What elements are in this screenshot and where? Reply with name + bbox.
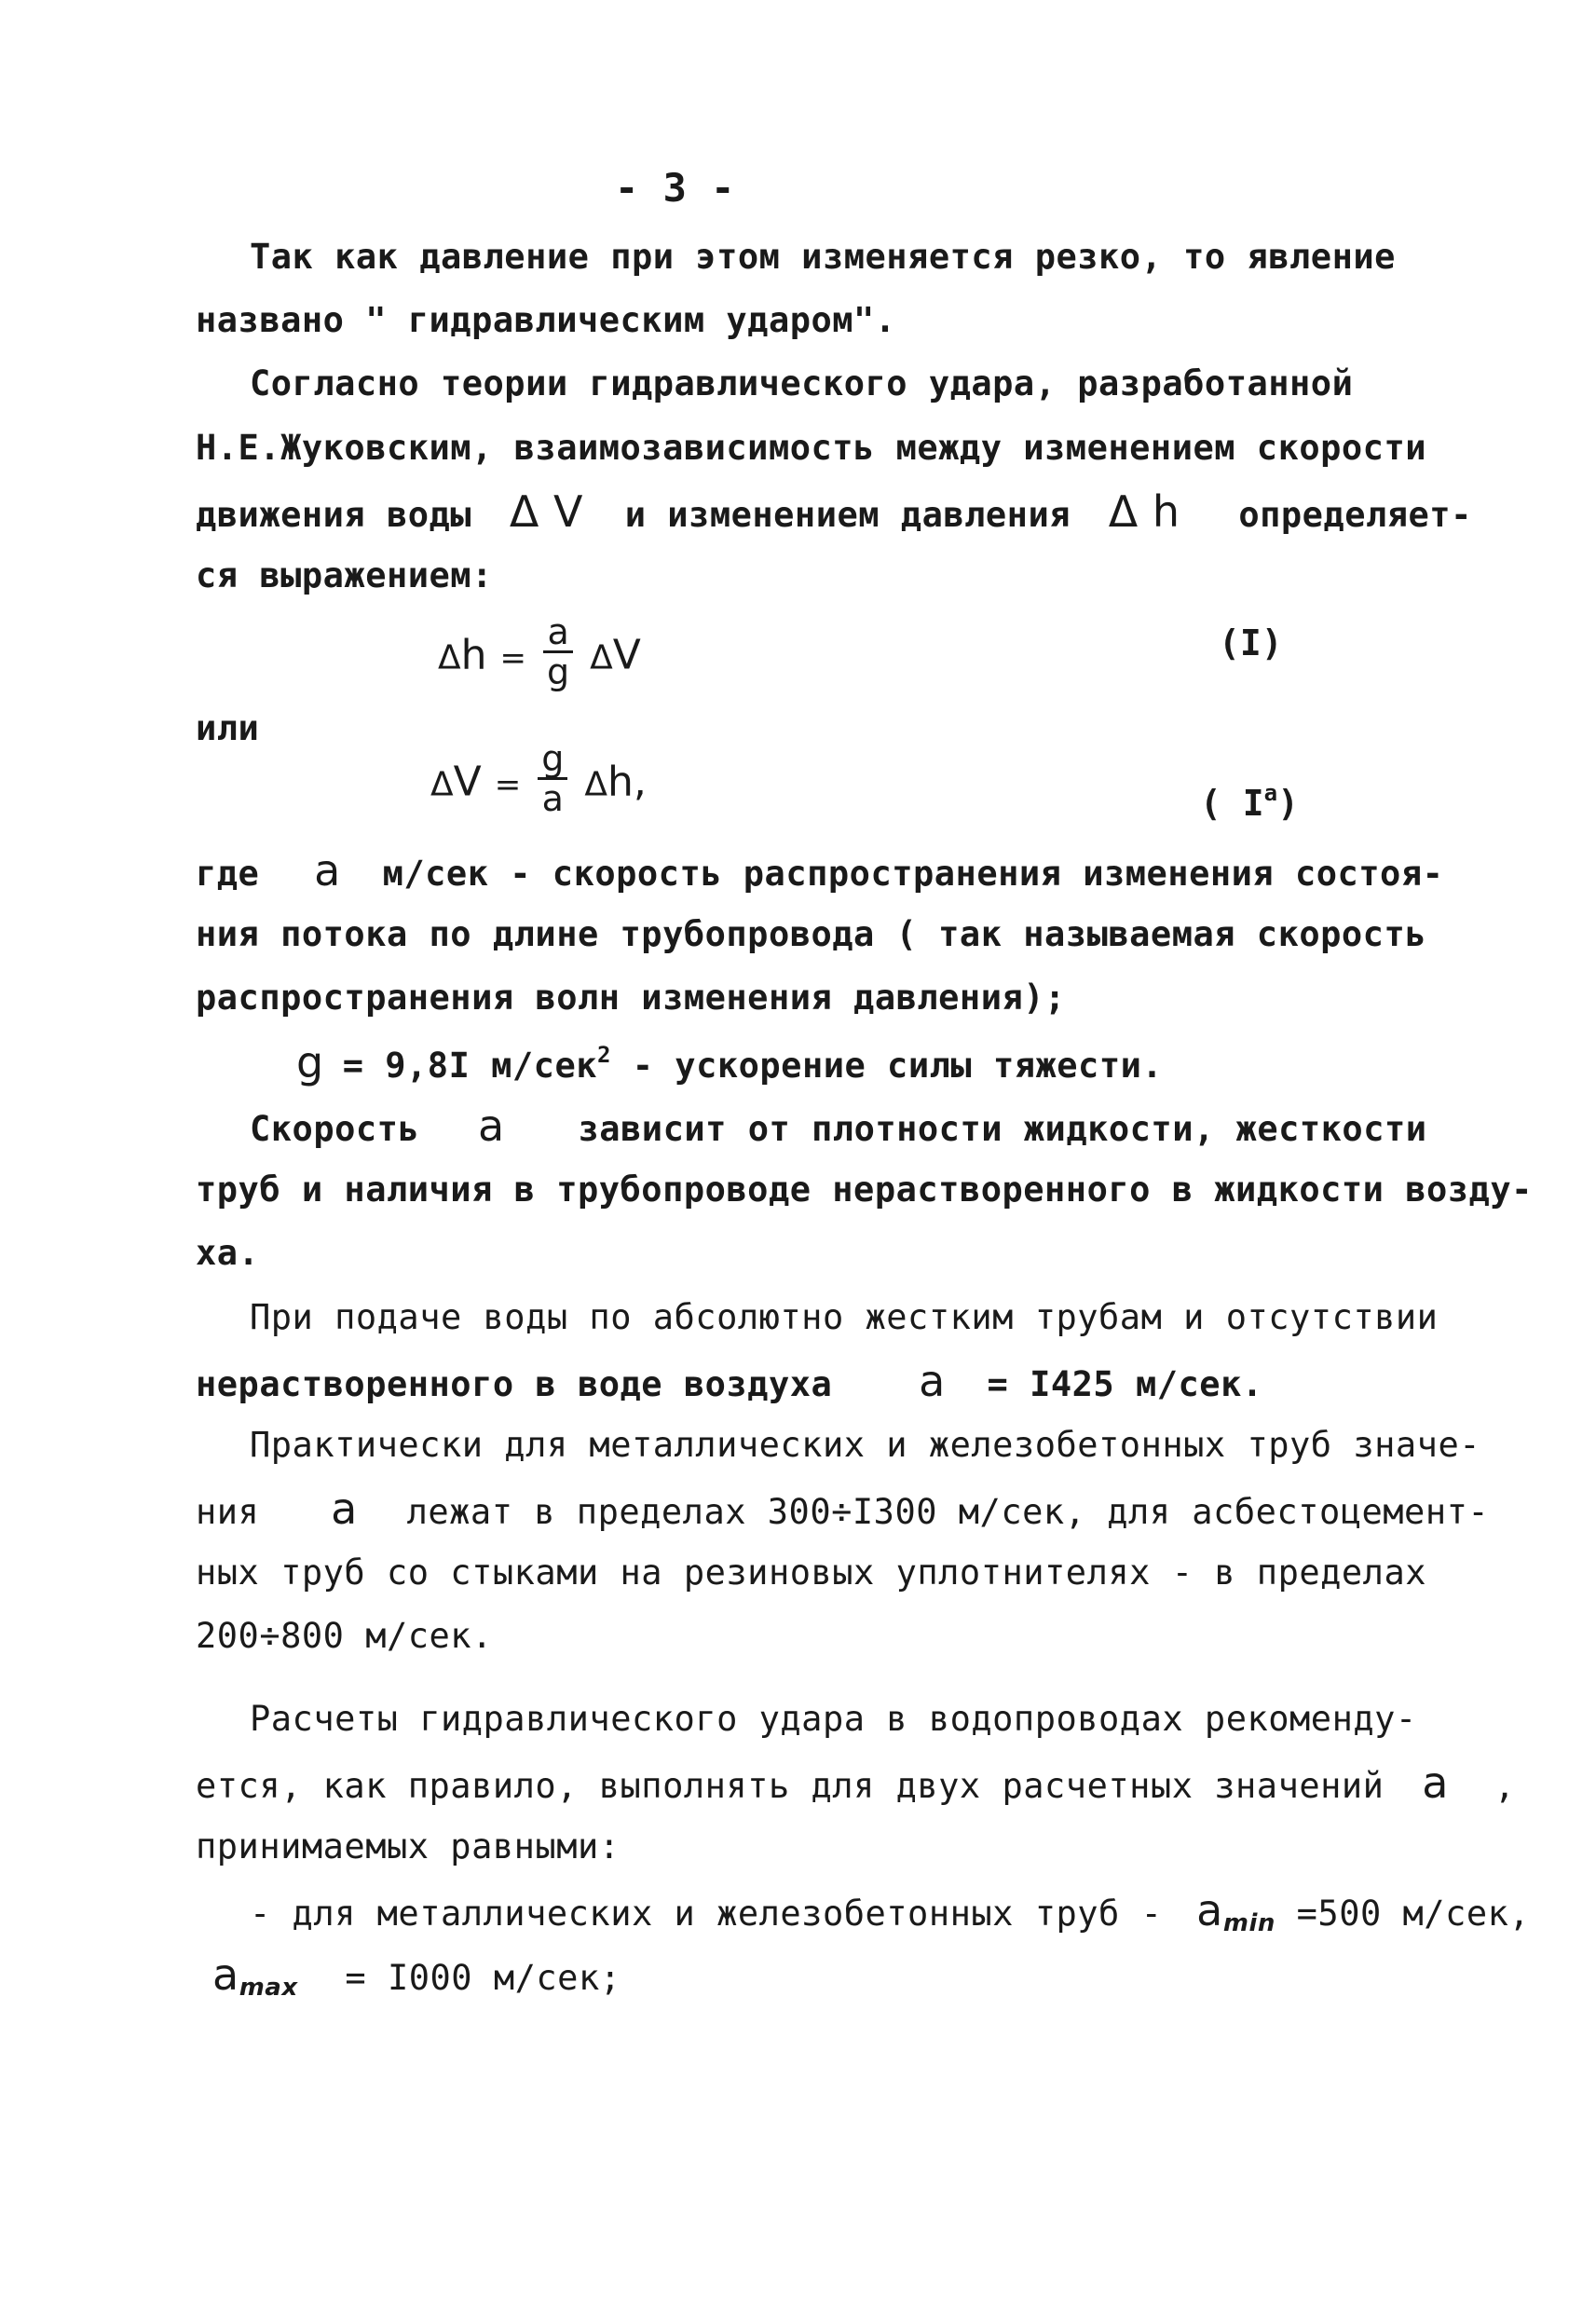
numerator: g bbox=[538, 740, 567, 780]
denominator: a bbox=[541, 778, 564, 819]
eq-close: ) bbox=[1277, 783, 1299, 824]
v-symbol: V bbox=[453, 758, 482, 806]
text-segment: определяет- bbox=[1238, 495, 1472, 535]
a-symbol: a bbox=[1196, 1885, 1223, 1935]
a-symbol: a bbox=[331, 1484, 358, 1534]
text-line-25 bbox=[212, 1949, 621, 2003]
text-line-13: труб и наличия в трубопроводе нерастворенного в жидкости возду- bbox=[196, 1169, 1533, 1210]
equals-sign: = bbox=[494, 766, 522, 804]
text-line-23: принимаемых равными: bbox=[196, 1826, 621, 1867]
text-line-18 bbox=[196, 1484, 1490, 1534]
text-segment: ется, как правило, выполнять для двух расчетных значений bbox=[196, 1766, 1385, 1806]
delta-symbol: Δ bbox=[430, 765, 454, 804]
formula-1 bbox=[438, 611, 641, 696]
delta-symbol: Δ bbox=[438, 638, 461, 677]
text-segment: зависит от плотности жидкости, жесткости bbox=[578, 1109, 1427, 1149]
text-segment: движения воды bbox=[196, 495, 472, 535]
superscript: 2 bbox=[597, 1042, 611, 1068]
equation-number-1a bbox=[1200, 780, 1299, 828]
text-segment: - для металлических и железобетонных труб - bbox=[250, 1894, 1163, 1934]
text-line-11 bbox=[296, 1037, 1164, 1090]
text-segment: ния bbox=[196, 1492, 260, 1532]
text-line-1: Так как давление при этом изменяется резко, то явление bbox=[250, 237, 1396, 277]
text-line-24 bbox=[250, 1885, 1531, 1938]
text-segment: и изменением давления bbox=[624, 495, 1071, 535]
a-symbol: a bbox=[1422, 1757, 1449, 1808]
eq-open: ( I bbox=[1200, 783, 1264, 824]
delta-v-symbol: Δ V bbox=[509, 486, 583, 537]
equals-sign: = bbox=[499, 639, 527, 677]
a-symbol: a bbox=[212, 1949, 239, 2000]
text-line-5 bbox=[196, 486, 1472, 537]
a-symbol: a bbox=[314, 845, 341, 896]
eq-superscript: a bbox=[1263, 780, 1278, 806]
text-line-15: При подаче воды по абсолютно жестким трубам и отсутствии bbox=[250, 1297, 1439, 1337]
denominator: g bbox=[547, 651, 570, 692]
text-segment: нерастворенного в воде воздуха bbox=[196, 1364, 833, 1404]
text-line-8 bbox=[196, 845, 1444, 896]
text-line-17: Практически для металлических и железобетонных труб значе- bbox=[250, 1425, 1481, 1465]
text-segment: м/сек - скорость распространения изменения состоя- bbox=[382, 854, 1444, 894]
h-symbol: h, bbox=[607, 758, 647, 806]
text-or: или bbox=[196, 708, 260, 748]
text-segment: , bbox=[1494, 1766, 1516, 1806]
g-symbol: g bbox=[296, 1037, 324, 1087]
text-line-14: ха. bbox=[196, 1233, 260, 1273]
text-segment: =500 м/сек, bbox=[1296, 1894, 1531, 1934]
text-segment: = I425 м/сек. bbox=[987, 1364, 1263, 1404]
fraction-g-over-a bbox=[538, 740, 567, 817]
text-line-9: ния потока по длине трубопровода ( так называемая скорость bbox=[196, 914, 1427, 954]
delta-symbol: Δ bbox=[584, 765, 608, 804]
delta-h-symbol: Δ h bbox=[1108, 486, 1180, 537]
formula-1a bbox=[430, 738, 647, 823]
numerator: a bbox=[543, 613, 573, 653]
text-segment: = I000 м/сек; bbox=[345, 1958, 621, 1998]
text-segment: - ускорение силы тяжести. bbox=[632, 1046, 1164, 1086]
text-line-12 bbox=[250, 1101, 1427, 1151]
text-line-22 bbox=[196, 1757, 1516, 1808]
text-line-19: ных труб со стыками на резиновых уплотнителях - в пределах bbox=[196, 1552, 1427, 1593]
text-line-16 bbox=[196, 1356, 1263, 1406]
delta-symbol: Δ bbox=[590, 638, 613, 677]
text-segment: = 9,8I м/сек bbox=[342, 1046, 598, 1086]
text-line-3: Согласно теории гидравлического удара, разработанной bbox=[250, 363, 1354, 403]
v-symbol: V bbox=[612, 631, 641, 679]
text-line-10: распространения волн изменения давления); bbox=[196, 978, 1066, 1018]
text-segment: Скорость bbox=[250, 1109, 420, 1149]
text-line-4: Н.Е.Жуковским, взаимозависимость между изменением скорости bbox=[196, 428, 1427, 468]
a-symbol: a bbox=[919, 1356, 946, 1406]
page-number: - 3 - bbox=[615, 165, 735, 211]
text-segment: где bbox=[196, 854, 260, 894]
h-symbol: h bbox=[460, 631, 487, 679]
text-line-21: Расчеты гидравлического удара в водопроводах рекоменду- bbox=[250, 1699, 1417, 1739]
subscript-max: max bbox=[239, 1974, 298, 2002]
a-symbol: a bbox=[478, 1101, 505, 1151]
fraction-a-over-g bbox=[543, 613, 573, 691]
text-line-2: названо " гидравлическим ударом". bbox=[196, 300, 896, 340]
subscript-min: min bbox=[1222, 1909, 1275, 1937]
equation-number-1: (I) bbox=[1219, 622, 1283, 663]
text-line-20: 200÷800 м/сек. bbox=[196, 1616, 493, 1656]
text-line-6: ся выражением: bbox=[196, 555, 493, 595]
text-segment: лежат в пределах 300÷I300 м/сек, для асбестоцемент- bbox=[406, 1492, 1490, 1532]
